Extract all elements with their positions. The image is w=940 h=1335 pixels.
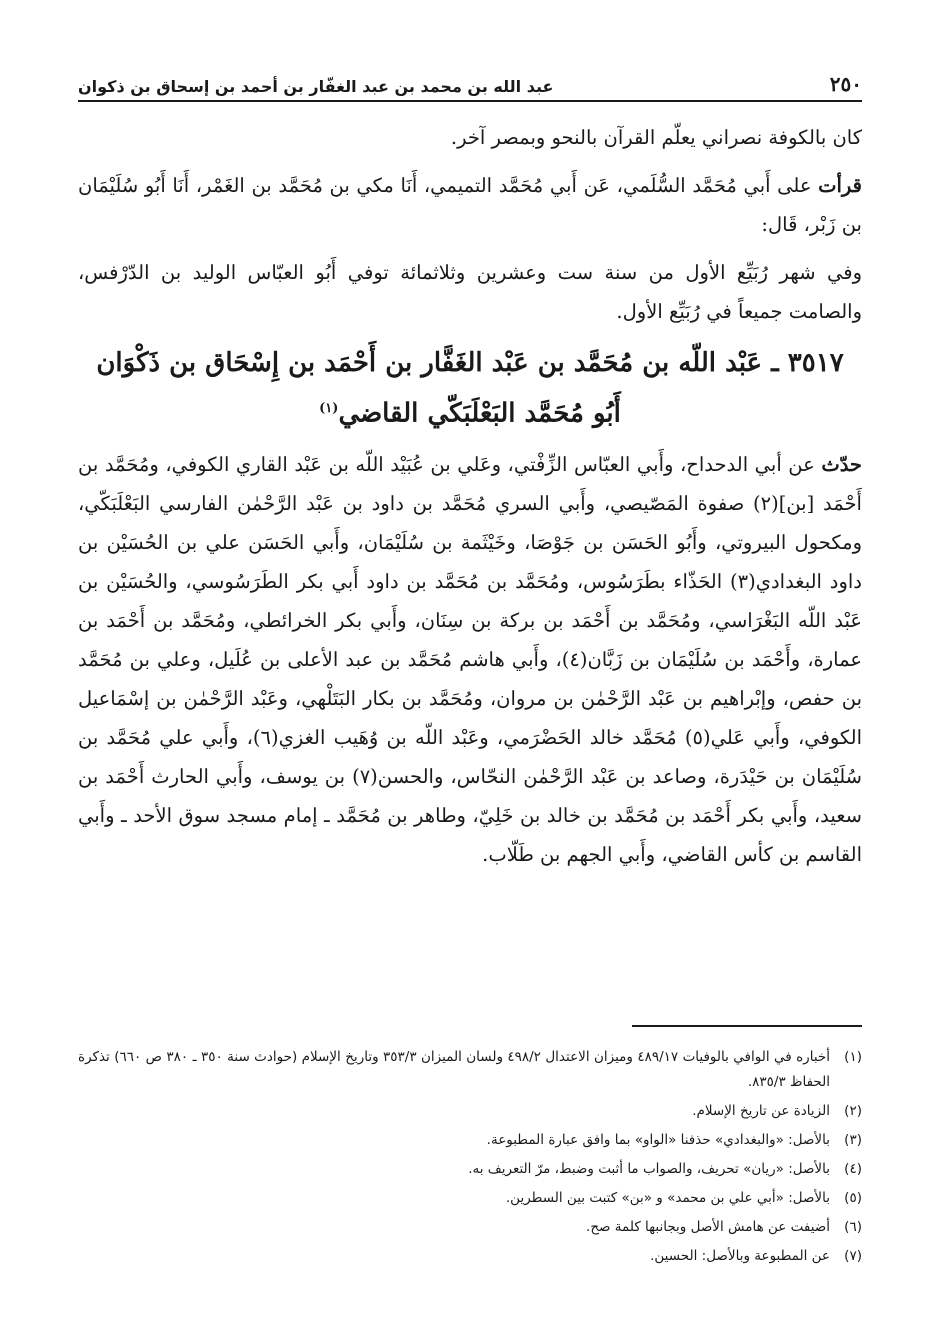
footnote-number: (٢) xyxy=(844,1103,862,1119)
footnote-text: بالأصل: «والبغدادي» حذفنا «الواو» بما وافق عبارة المطبوعة. xyxy=(486,1132,830,1148)
footnote-number: (٥) xyxy=(844,1190,862,1206)
entry-heading-line2 xyxy=(78,386,862,437)
footnote xyxy=(78,1099,862,1124)
footnote-text: بالأصل: «ريان» تحريف، والصواب ما أثبت وضبط، مرّ التعريف به. xyxy=(468,1161,830,1177)
footnote-text: الزيادة عن تاريخ الإسلام. xyxy=(692,1103,830,1119)
footnote xyxy=(78,1045,862,1095)
entry-heading-line1: ٣٥١٧ ـ عَبْد اللّه بن مُحَمَّد بن عَبْد الغَفَّار بن أَحْمَد بن إِسْحَاق بن ذَكْوَان xyxy=(96,348,844,378)
footnote-text: عن المطبوعة وبالأصل: الحسين. xyxy=(650,1248,830,1264)
footnote-marker: (١) xyxy=(319,401,339,416)
footnote-text: بالأصل: «أبي علي بن محمد» و «بن» كتبت بين السطرين. xyxy=(505,1190,830,1206)
entry-body-text: عن أبي الدحداح، وأَبي العبّاس الزِّفْتي، وعَلي بن عُبَيْد اللّه بن عَبْد القاري الكوفي، ومُحَمَّد بن أَحْمَد [بن](٢) صفوة المَصّيصي، وأَبي السري مُحَمَّد بن داود بن عَبْد الرَّحْمٰن الفارسي البَعْلَبَكّي، ومكحول البيروتي، وأَبُو الحَسَن بن جَوْصَا، وخَيْثَمة بن سُلَيْمَان، وأَبي الحَسَن علي بن الحُسَيْن بن داود البغدادي(٣) الحَذّاء بطَرَسُوس، ومُحَمَّد بن مُحَمَّد بن داود أَبي بكر الطَرَسُوسي، والحُسَيْن بن عَبْد اللّه البَغْرَاسي، ومُحَمَّد بن أَحْمَد بن بركة بن سِنَان، وأَبي بكر الخرائطي، ومُحَمَّد بن أَحْمَد بن عمارة، وأَحْمَد بن سُلَيْمَان بن زَبَّان(٤)، وأَبي هاشم مُحَمَّد بن عبد الأعلى بن عُلَيل، وعلي بن مُحَمَّد بن حفص، وإبْراهيم بن عَبْد الرَّحْمٰن بن مروان، ومُحَمَّد بن بكار البَتَلْهي، وعَبْد الرَّحْمٰن بن إسْمَاعيل الكوفي، وأَبي عَلي(٥) مُحَمَّد خالد الحَضْرَمي، وعَبْد اللّه بن وُهَيب الغزي(٦)، وأَبي علي مُحَمَّد بن سُلَيْمَان بن حَيْدَرة، وصاعد بن عَبْد الرَّحْمٰن النحّاس، والحسن(٧) بن يوسف، وأَبي الحارث أَحْمَد بن سعيد، وأَبي بكر أَحْمَد بن مُحَمَّد بن خالد بن خَلِيّ، وطاهر بن مُحَمَّد ـ إمام مسجد سوق الأحد ـ وأَبي القاسم بن كأس القاضي، وأَبي الجهم بن طَلّاب. xyxy=(78,452,863,866)
footnote xyxy=(78,1157,862,1182)
paragraph-text: وفي شهر رُبَيِّع الأول من سنة ست وعشرين وثلاثمائة توفي أَبُو العبّاس الوليد بن الدّرْفس، والصامت جميعاً في رُبَيِّع الأول. xyxy=(78,261,862,323)
entry-heading-kunya: أَبُو مُحَمَّد البَعْلَبَكّي القاضي xyxy=(338,398,621,429)
footnote xyxy=(78,1215,862,1240)
footnote-number: (٣) xyxy=(844,1132,862,1148)
footnote-text: أخباره في الوافي بالوفيات ٤٨٩/١٧ وميزان الاعتدال ٤٩٨/٢ ولسان الميزان ٣٥٣/٣ وتاريخ الإسلام (حوادث سنة ٣٥٠ ـ ٣٨٠ ص ٦٦٠) تذكرة الحفاظ ٨٣٥/٣. xyxy=(78,1049,830,1090)
paragraph-text: على أَبي مُحَمَّد السُّلَمي، عَن أَبي مُحَمَّد التميمي، أَنَا مكي بن مُحَمَّد بن الغَمْر، أَنَا أَبُو سُلَيْمَان بن زَبْر، قَال: xyxy=(78,174,862,236)
paragraph xyxy=(78,166,862,244)
footnote xyxy=(78,1128,862,1153)
footnote-number: (٤) xyxy=(844,1161,862,1177)
running-title: عبد الله بن محمد بن عبد الغفّار بن أحمد بن إسحاق بن ذكوان xyxy=(78,77,554,96)
main-text xyxy=(78,118,862,883)
paragraph xyxy=(78,253,862,331)
paragraph-text: كان بالكوفة نصراني يعلّم القرآن بالنحو وبمصر آخر. xyxy=(450,126,862,149)
footnote-separator xyxy=(632,1025,862,1027)
footnote-number: (١) xyxy=(844,1049,862,1065)
paragraph-lead-word: قرأت xyxy=(818,174,862,197)
entry-body xyxy=(78,445,862,874)
entry-heading xyxy=(78,340,862,437)
footnote-text: أضيفت عن هامش الأصل وبجانبها كلمة صح. xyxy=(586,1219,830,1235)
footnote xyxy=(78,1186,862,1211)
page-number: ٢٥٠ xyxy=(829,72,862,96)
footnote xyxy=(78,1244,862,1269)
paragraph xyxy=(78,118,862,157)
page-header xyxy=(78,62,862,102)
footnote-number: (٦) xyxy=(844,1219,862,1235)
footnote-number: (٧) xyxy=(844,1248,862,1264)
footnotes xyxy=(78,1045,862,1273)
entry-lead-word: حدّث xyxy=(821,452,862,476)
